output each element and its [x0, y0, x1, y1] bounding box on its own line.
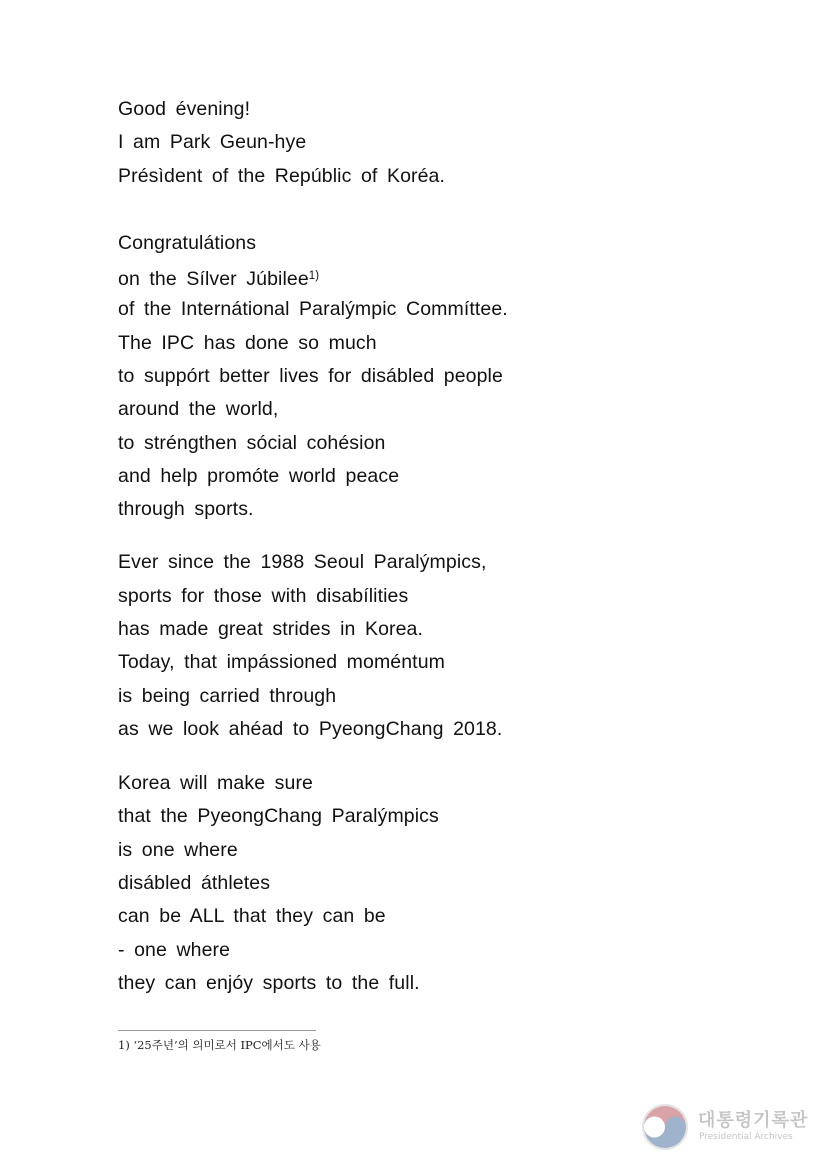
speech-line: of the Internátional Paralýmpic Commíttee. — [118, 298, 508, 320]
watermark-title: 대통령기록관 — [698, 1110, 809, 1131]
archives-watermark — [640, 1102, 810, 1156]
speech-line: Good évening! — [118, 98, 251, 120]
footnote-reference[interactable]: 1) — [308, 270, 320, 282]
speech-line: through sports. — [118, 498, 254, 520]
speech-line-with-footnote — [118, 264, 319, 291]
speech-line: to stréngthen sócial cohésion — [118, 432, 386, 454]
speech-line: to suppórt better lives for disábled people — [118, 365, 503, 387]
speech-line: as we look ahéad to PyeongChang 2018. — [118, 718, 503, 740]
speech-line: - one where — [118, 939, 231, 961]
speech-line: Korea will make sure — [118, 772, 313, 794]
speech-line: has made great strides in Korea. — [118, 618, 424, 640]
speech-line: The IPC has done so much — [118, 332, 377, 354]
speech-line: is being carried through — [118, 685, 337, 707]
speech-line: Présìdent of the Repúblic of Koréa. — [118, 165, 446, 187]
watermark-subtitle: Presidential Archives — [699, 1132, 793, 1142]
speech-line: can be ALL that they can be — [118, 905, 386, 927]
speech-line-text: on the Sílver Júbilee — [118, 268, 309, 290]
speech-line: disábled áthletes — [118, 872, 271, 894]
speech-line: they can enjóy sports to the full. — [118, 972, 420, 994]
taegeuk-emblem-icon — [640, 1102, 690, 1152]
speech-line: I am Park Geun-hye — [118, 131, 307, 153]
speech-line: around the world, — [118, 398, 279, 420]
speech-line: that the PyeongChang Paralýmpics — [118, 805, 439, 827]
speech-line: Ever since the 1988 Seoul Paralýmpics, — [118, 551, 487, 573]
speech-line: sports for those with disabílities — [118, 585, 409, 607]
speech-line: is one where — [118, 839, 238, 861]
speech-line: and help promóte world peace — [118, 465, 400, 487]
speech-line: Congratulátions — [118, 232, 257, 254]
speech-line: Today, that impássioned moméntum — [118, 651, 445, 673]
footnote-divider — [118, 1030, 316, 1031]
footnote-text: 1) ‘25주년’의 의미로서 IPC에서도 사용 — [118, 1038, 321, 1052]
